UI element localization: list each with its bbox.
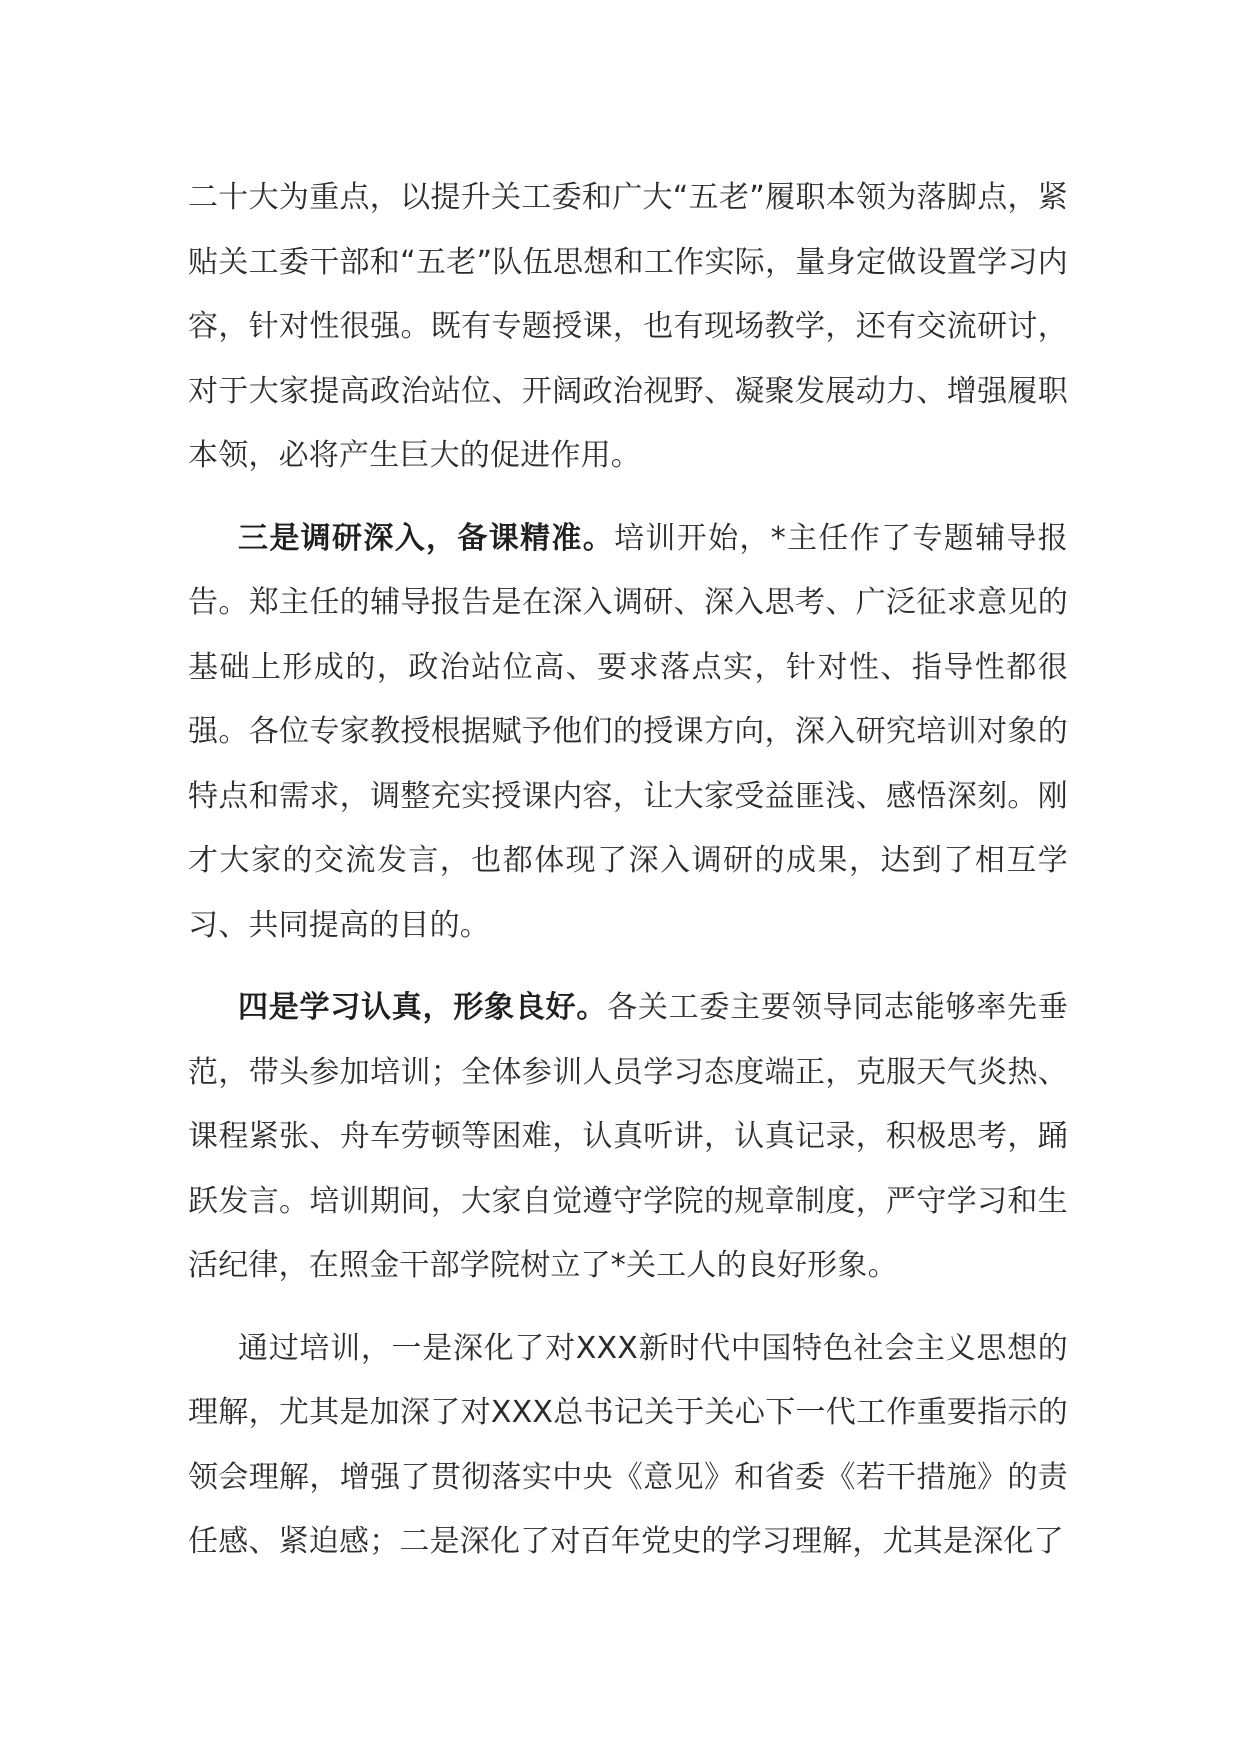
paragraph-research bbox=[188, 507, 1068, 959]
paragraph-conclusion bbox=[188, 1317, 1068, 1575]
paragraph-lead: 四是学习认真，形象良好。 bbox=[238, 990, 608, 1025]
paragraph-lead: 三是调研深入，备课精准。 bbox=[238, 520, 615, 556]
paragraph-text: 二十大为重点，以提升关工委和广大“五老”履职本领为落脚点，紧贴关工委干部和“五老”队伍思想和工作实际，量身定做设置学习内容，针对性很强。既有专题授课，也有现场教学，还有交流研讨，对于大家提高政治站位、开阔政治视野、凝聚发展动力、增强履职本领，必将产生巨大的促进作用。 bbox=[188, 180, 1068, 473]
paragraph-continuation bbox=[188, 166, 1068, 489]
paragraph-text: 各关工委主要领导同志能够率先垂范，带头参加培训；全体参训人员学习态度端正，克服天气炎热、课程紧张、舟车劳顿等困难，认真听讲，认真记录，积极思考，踊跃发言。培训期间，大家自觉遵守学院的规章制度，严守学习和生活纪律，在照金干部学院树立了*关工人的良好形象。 bbox=[188, 990, 1068, 1283]
paragraph-text: 通过培训，一是深化了对XXX新时代中国特色社会主义思想的理解，尤其是加深了对XXX总书记关于关心下一代工作重要指示的领会理解，增强了贯彻落实中央《意见》和省委《若干措施》的责任感、紧迫感；二是深化了对百年党史的学习理解，尤其是深化了 bbox=[188, 1330, 1068, 1559]
document-body bbox=[188, 166, 1068, 1591]
paragraph-text: 培训开始，*主任作了专题辅导报告。郑主任的辅导报告是在深入调研、深入思考、广泛征求意见的基础上形成的，政治站位高、要求落点实，针对性、指导性都很强。各位专家教授根据赋予他们的授课方向，深入研究培训对象的特点和需求，调整充实授课内容，让大家受益匪浅、感悟深刻。刚才大家的交流发言，也都体现了深入调研的成果，达到了相互学习、共同提高的目的。 bbox=[188, 520, 1068, 943]
paragraph-study bbox=[188, 976, 1068, 1299]
